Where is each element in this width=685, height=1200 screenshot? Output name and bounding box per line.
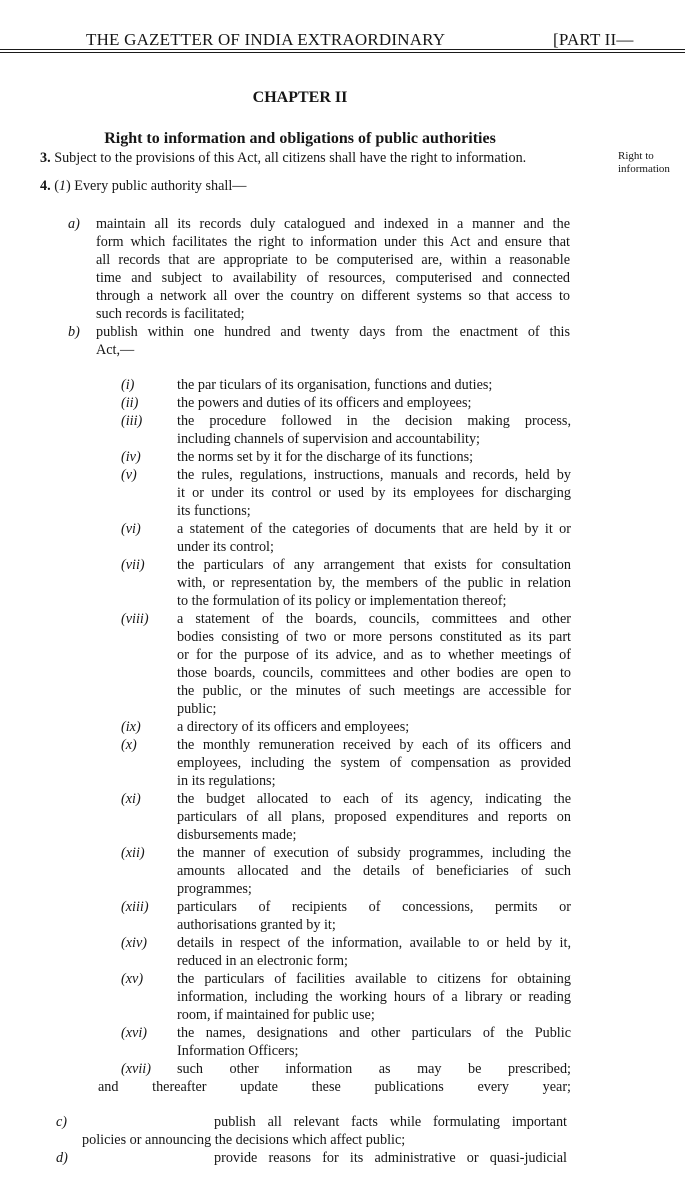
section-3-number: 3.: [40, 150, 51, 166]
item-line: in its regulations;: [177, 773, 276, 789]
item-line: with, or representation by, the members of the public in relation: [177, 575, 571, 591]
chapter-title: CHAPTER II: [252, 89, 348, 106]
clause-a-line: such records is facilitated;: [96, 306, 245, 322]
item-line: those boards, councils, committees and other bodies are open to: [177, 665, 571, 681]
item-line: authorisations granted by it;: [177, 917, 336, 933]
item-number: (vii): [121, 557, 145, 573]
item-line: programmes;: [177, 881, 252, 897]
item-line: the budget allocated to each of its agency, indicating the: [177, 791, 571, 807]
item-line: such other information as may be prescribed;: [177, 1061, 571, 1077]
item-number: (xiii): [121, 899, 149, 915]
item-number: (ix): [121, 719, 141, 735]
clause-d-label: d): [56, 1150, 68, 1166]
item-line: information, including the working hours of a library or reading: [177, 989, 571, 1005]
clause-b-line: Act,—: [96, 342, 135, 358]
item-line: a statement of the boards, councils, committees and other: [177, 611, 571, 627]
item-line: disbursements made;: [177, 827, 297, 843]
item-line: the particulars of facilities available to citizens for obtaining: [177, 971, 571, 987]
item-line: it or under its control or used by its employees for discharging: [177, 485, 571, 501]
clause-d-line: provide reasons for its administrative or quasi-judicial: [214, 1150, 567, 1166]
item-line: Information Officers;: [177, 1043, 299, 1059]
item-number: (xvi): [121, 1025, 147, 1041]
item-number: (i): [121, 377, 135, 393]
item-line: the monthly remuneration received by each of its officers and: [177, 737, 571, 753]
item-line: and thereafter update these publications every year;: [98, 1079, 571, 1095]
item-number: (v): [121, 467, 137, 483]
header-rule-top: [0, 49, 685, 50]
clause-c-line: publish all relevant facts while formulating important: [214, 1114, 567, 1130]
item-line: to the formulation of its policy or implementation thereof;: [177, 593, 507, 609]
margin-note: [618, 150, 670, 176]
item-line: particulars of recipients of concessions, permits or: [177, 899, 571, 915]
item-line: its functions;: [177, 503, 251, 519]
item-line: the norms set by it for the discharge of its functions;: [177, 449, 474, 465]
clause-a-line: through a network all over the country on different systems so that access to: [96, 288, 570, 304]
header-rule-bottom: [0, 52, 685, 53]
item-line: or for the purpose of its advice, and as to whether meetings of: [177, 647, 571, 663]
item-line: the names, designations and other particulars of the Public: [177, 1025, 571, 1041]
item-line: reduced in an electronic form;: [177, 953, 348, 969]
item-line: the procedure followed in the decision making process,: [177, 413, 571, 429]
section-4-text: Every public authority shall—: [74, 178, 247, 194]
item-number: (x): [121, 737, 137, 753]
item-line: the par ticulars of its organisation, functions and duties;: [177, 377, 493, 393]
item-line: amounts allocated and the details of beneficiaries of such: [177, 863, 571, 879]
item-line: a statement of the categories of documents that are held by it or: [177, 521, 571, 537]
item-line: under its control;: [177, 539, 274, 555]
section-4-number: 4.: [40, 178, 51, 194]
clause-a-line: all records that are appropriate to be computerised are, within a reasonable: [96, 252, 570, 268]
item-line: the powers and duties of its officers and employees;: [177, 395, 472, 411]
section-heading: Right to information and obligations of public authorities: [104, 130, 496, 147]
item-line: a directory of its officers and employees;: [177, 719, 410, 735]
item-number: (ii): [121, 395, 139, 411]
item-number: (xiv): [121, 935, 147, 951]
item-line: the rules, regulations, instructions, manuals and records, held by: [177, 467, 571, 483]
clause-b-label: b): [68, 324, 80, 340]
section-4: [40, 177, 246, 195]
clause-b-line: publish within one hundred and twenty days from the enactment of this: [96, 324, 570, 340]
item-line: room, if maintained for public use;: [177, 1007, 375, 1023]
item-line: the particulars of any arrangement that exists for consultation: [177, 557, 571, 573]
item-number: (xii): [121, 845, 145, 861]
clause-a-line: time and subject to availability of resources, computerised and connected: [96, 270, 570, 286]
clause-a-line: maintain all its records duly catalogued and indexed in a manner and the: [96, 216, 570, 232]
section-4-subsection: (1): [54, 178, 71, 194]
clause-a-line: form which facilitates the right to information under this Act and ensure that: [96, 234, 570, 250]
item-number: (iii): [121, 413, 143, 429]
clause-c-label: c): [56, 1114, 68, 1130]
part-label: [PART II—: [553, 30, 634, 49]
item-line: employees, including the system of compensation as provided: [177, 755, 571, 771]
item-number: (vi): [121, 521, 141, 537]
item-number: (xv): [121, 971, 144, 987]
margin-note-line: Right to: [618, 150, 654, 162]
section-3: [40, 149, 526, 167]
item-line: including channels of supervision and accountability;: [177, 431, 480, 447]
item-line: bodies consisting of two or more persons constituted as its part: [177, 629, 571, 645]
gazette-title: THE GAZETTER OF INDIA EXTRAORDINARY: [86, 30, 446, 49]
item-number: (viii): [121, 611, 149, 627]
item-number: (xi): [121, 791, 141, 807]
margin-note-line: information: [618, 163, 670, 175]
item-number: (xvii): [121, 1061, 151, 1077]
item-line: the manner of execution of subsidy programmes, including the: [177, 845, 571, 861]
item-number: (iv): [121, 449, 141, 465]
item-line: the public, or the minutes of such meetings are accessible for: [177, 683, 571, 699]
item-line: public;: [177, 701, 217, 717]
clause-a-label: a): [68, 216, 80, 232]
item-line: particulars of all plans, proposed expenditures and reports on: [177, 809, 571, 825]
section-3-text: Subject to the provisions of this Act, all citizens shall have the right to information.: [54, 150, 527, 166]
clause-c-line: policies or announcing the decisions which affect public;: [82, 1132, 406, 1148]
item-line: details in respect of the information, available to or held by it,: [177, 935, 571, 951]
